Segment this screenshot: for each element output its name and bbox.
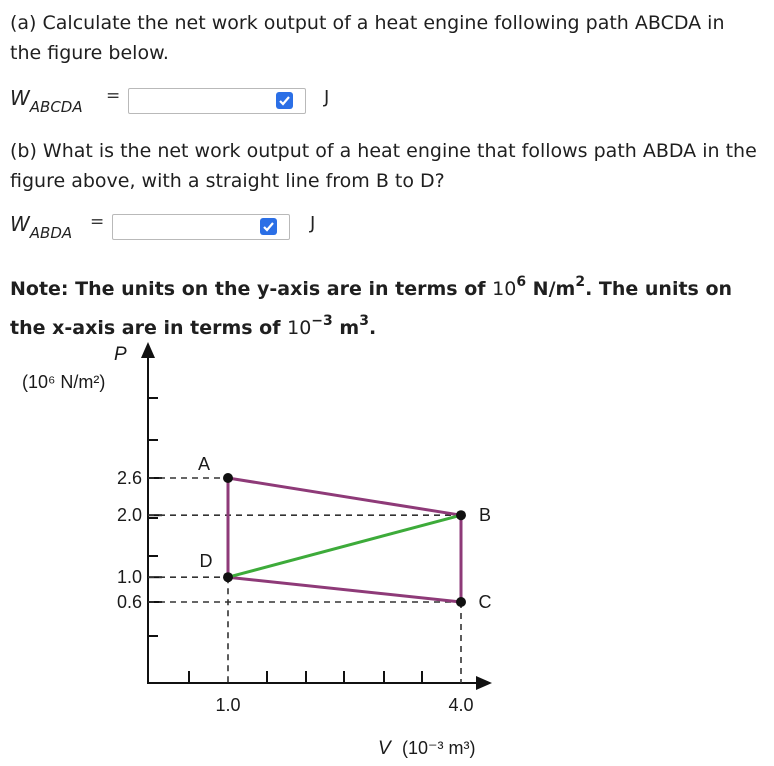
equals-sign: = [106, 86, 121, 106]
point-label-B: B [478, 505, 492, 526]
x-tick-label: 4.0 [448, 695, 474, 715]
y-axis-arrow [141, 342, 155, 358]
point-D [223, 572, 233, 582]
x-axis-arrow [476, 676, 492, 690]
note-yunit: N/m [526, 278, 576, 300]
w-abcda-label [10, 86, 83, 116]
check-answer-icon[interactable] [260, 218, 277, 235]
question-b: (b) What is the net work output of a heat engine that follows path ABDA in the figure above, with a straight line from B to D? [10, 140, 757, 192]
path-BD [228, 515, 461, 577]
w-subscript: ABDA [29, 224, 73, 242]
y-tick-label: 2.0 [116, 505, 142, 526]
path-CD [228, 577, 461, 602]
note-ybase: 10 [492, 278, 517, 300]
path-layer [228, 478, 461, 602]
equals-sign: = [90, 212, 105, 232]
point-A [223, 473, 233, 483]
answer-row-a [10, 86, 350, 116]
point-label-D: D [199, 551, 213, 572]
x-axis-unit: (10⁻³ m³) [402, 738, 476, 758]
w-subscript: ABCDA [29, 98, 83, 116]
unit-joule: J [324, 87, 330, 108]
x-axis-symbol: V [378, 738, 391, 759]
units-note [10, 266, 770, 344]
question-a: (a) Calculate the net work output of a heat engine following path ABCDA in the figure below. [10, 12, 725, 64]
w-symbol: W [10, 86, 30, 110]
check-answer-icon[interactable] [276, 92, 293, 109]
note-xexp: −3 [311, 313, 333, 329]
answer-row-b [10, 212, 340, 242]
note-text: Note: The units on the y-axis are in terms of [10, 278, 493, 300]
path-AB [228, 478, 461, 515]
y-axis-symbol: P [114, 344, 127, 365]
w-symbol: W [10, 212, 30, 236]
point-label-A: A [197, 454, 211, 474]
note-yunit-exp: 2 [575, 274, 586, 290]
y-tick-label: 2.6 [116, 468, 142, 488]
w-abda-label [10, 212, 72, 242]
note-yexp: 6 [516, 274, 527, 290]
pv-diagram [0, 336, 560, 766]
x-tick-label: 1.0 [215, 695, 241, 715]
point-C [456, 597, 466, 607]
note-text: . The units on the x-axis are in terms of [10, 278, 733, 339]
point-label-C: C [478, 592, 492, 612]
note-text: . [368, 317, 377, 339]
y-tick-label: 0.6 [116, 592, 142, 612]
note-xunit-exp: 3 [359, 313, 369, 329]
point-B [456, 510, 466, 520]
ticks-layer [117, 398, 474, 715]
y-tick-label: 1.0 [116, 567, 142, 588]
unit-joule: J [310, 213, 316, 234]
y-axis-unit: (10⁶ N/m²) [22, 372, 106, 392]
note-xunit: m [332, 317, 360, 339]
note-xbase: 10 [287, 317, 312, 339]
